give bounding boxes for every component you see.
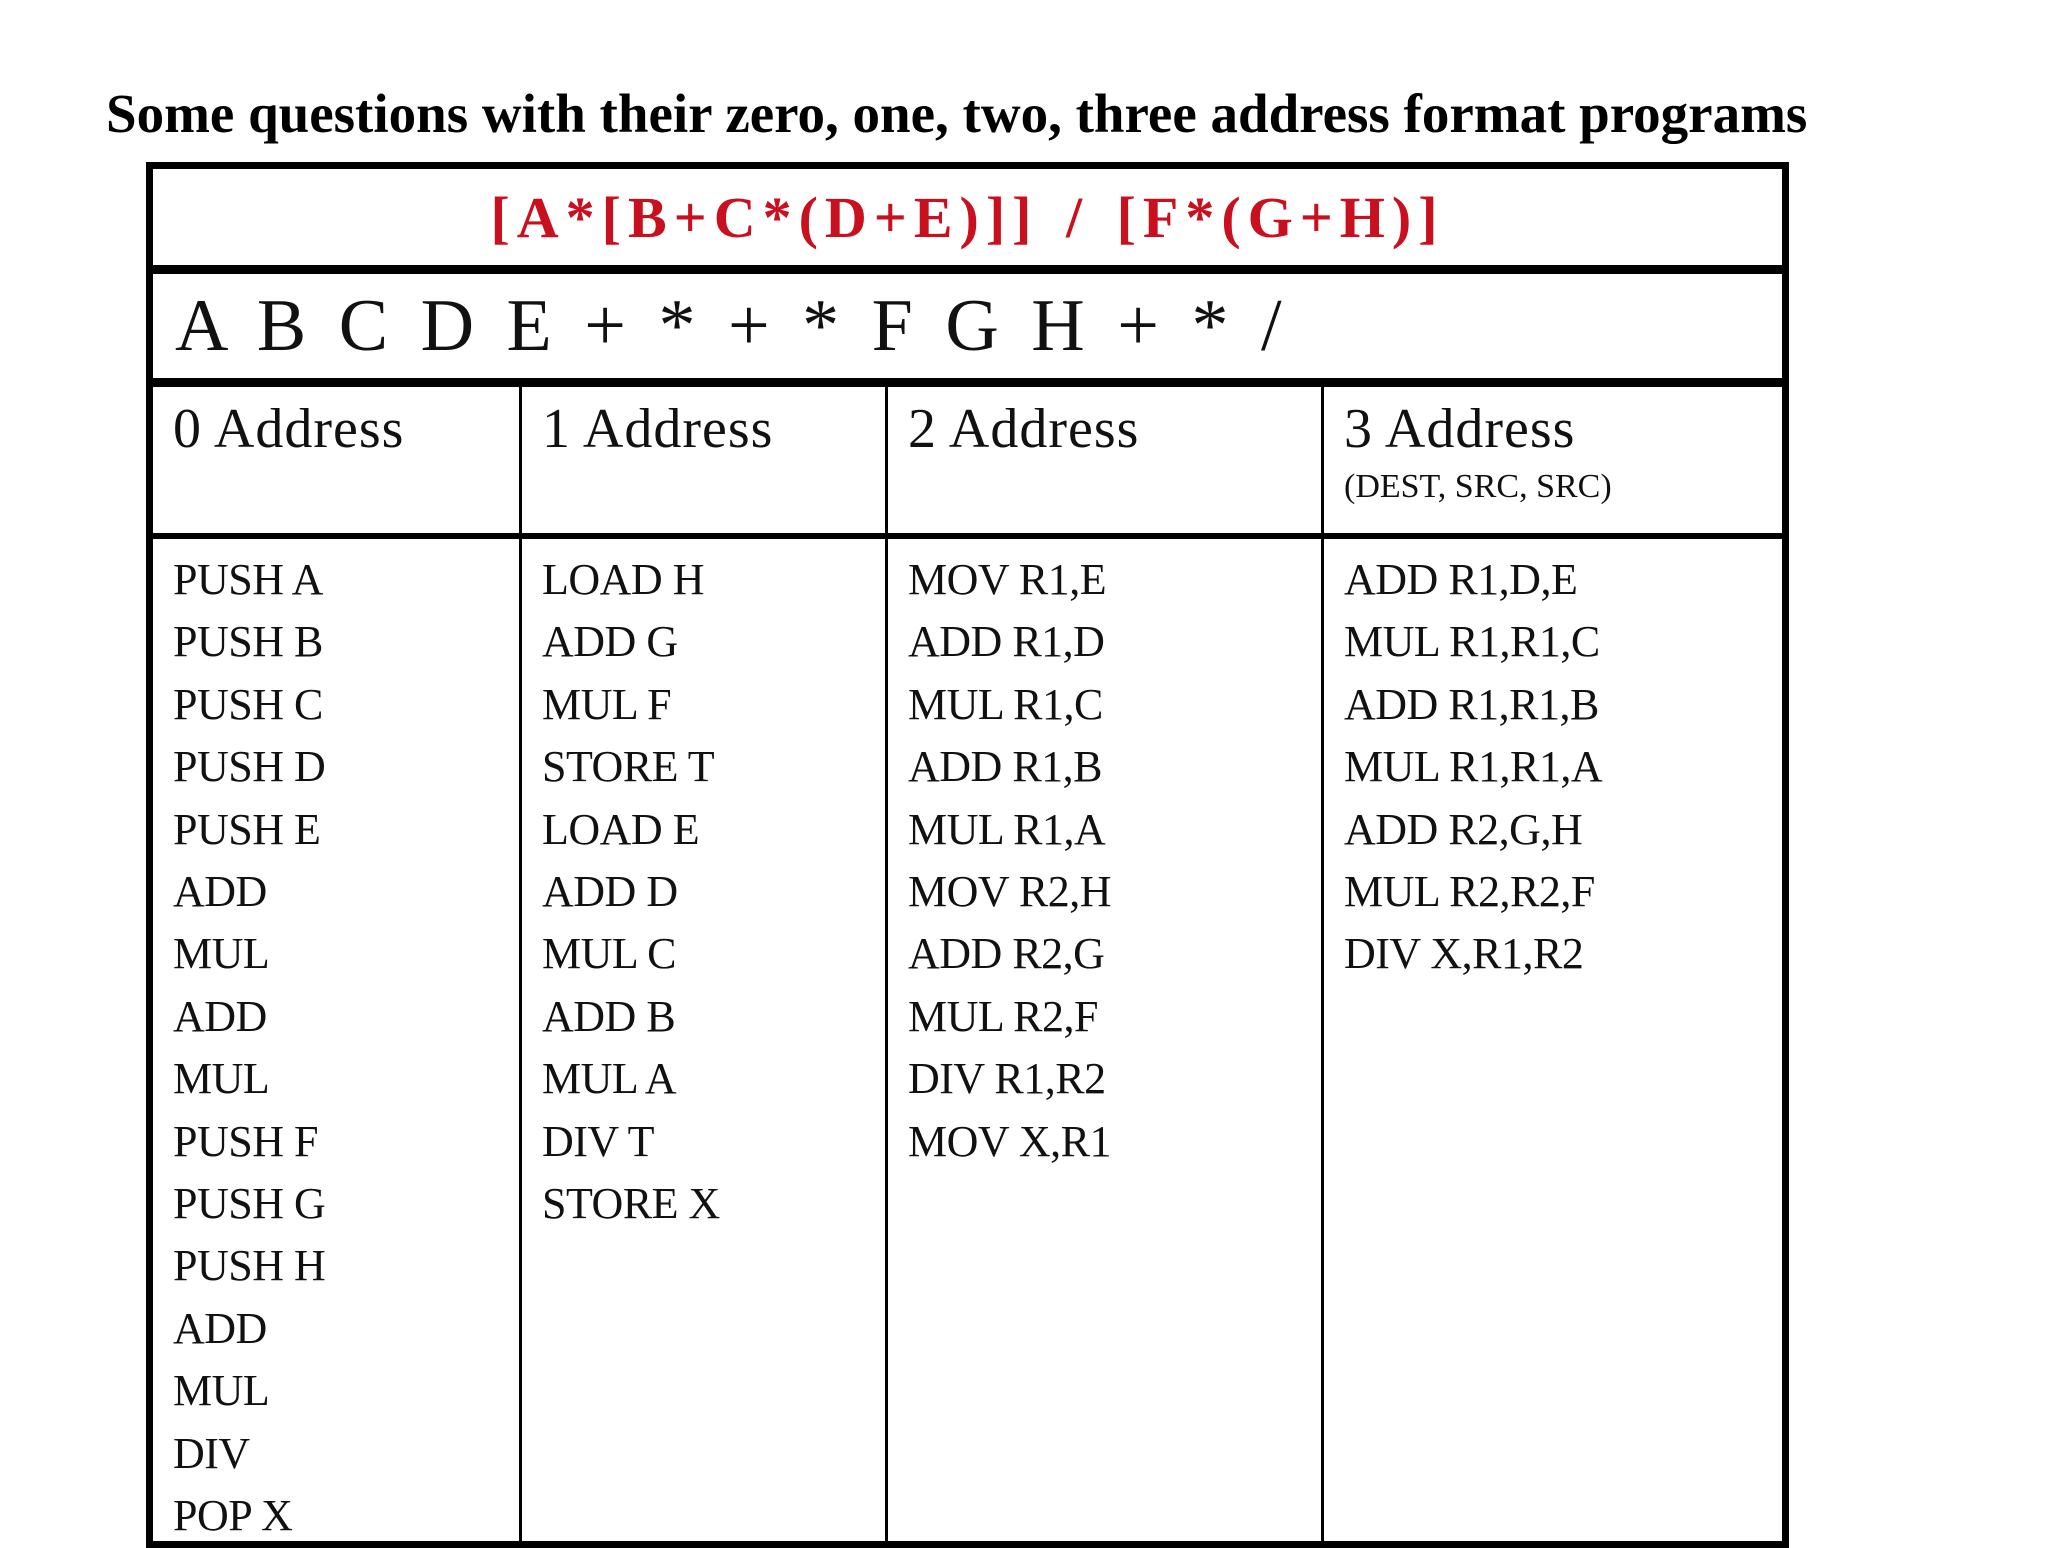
instruction-line: ADD R2,G,H <box>1344 804 1583 854</box>
instruction-line: ADD R1,D <box>908 617 1105 667</box>
instruction-line: PUSH E <box>173 804 321 854</box>
instruction-line: ADD G <box>542 617 678 667</box>
column-title: 1 Address <box>542 398 774 460</box>
column-title: 0 Address <box>173 398 405 460</box>
instruction-line: PUSH B <box>173 617 323 667</box>
instruction-line: STORE X <box>542 1179 720 1229</box>
column-header <box>888 387 1321 539</box>
instruction-line: MUL A <box>542 1054 676 1104</box>
instruction-line: PUSH F <box>173 1116 318 1166</box>
column-title: 2 Address <box>908 398 1140 460</box>
instruction-line: DIV T <box>542 1116 654 1166</box>
postfix-expression: A B C D E + * + * F G H + * / <box>175 284 1287 367</box>
instruction-line: MUL R1,A <box>908 804 1106 854</box>
page-title: Some questions with their zero, one, two, three address format programs <box>106 83 1808 144</box>
instruction-line: MOV R1,E <box>908 555 1107 604</box>
instruction-line: ADD R1,D,E <box>1344 555 1578 604</box>
address-columns <box>153 387 1782 1541</box>
instruction-line: PUSH D <box>173 742 326 792</box>
instruction-line: DIV <box>173 1428 250 1478</box>
instruction-line: MUL R1,C <box>908 679 1103 729</box>
instruction-line: LOAD H <box>542 555 704 604</box>
instruction-line: MUL <box>173 1054 270 1104</box>
column-header <box>522 387 885 539</box>
instruction-line: LOAD E <box>542 804 700 854</box>
instruction-line: ADD D <box>542 867 678 917</box>
instruction-line: PUSH A <box>173 555 323 604</box>
instruction-line: MUL R1,R1,A <box>1344 742 1603 792</box>
instruction-line: MOV X,R1 <box>908 1116 1112 1166</box>
instruction-line: STORE T <box>542 742 715 792</box>
instruction-line: PUSH H <box>173 1241 326 1291</box>
column-title: 3 Address <box>1344 398 1576 460</box>
instruction-list <box>1324 539 1782 986</box>
instruction-line: DIV R1,R2 <box>908 1054 1106 1104</box>
column-3-address <box>1324 387 1782 1548</box>
instruction-list <box>522 539 885 1235</box>
column-header <box>1324 387 1782 539</box>
instruction-line: MUL C <box>542 929 676 979</box>
instruction-line: ADD <box>173 1303 267 1353</box>
instruction-line: MUL <box>173 1366 270 1416</box>
expression-row <box>153 169 1782 274</box>
instruction-line: MUL <box>173 929 270 979</box>
instruction-line: ADD R1,B <box>908 742 1103 792</box>
column-0-address <box>153 387 522 1548</box>
column-1-address <box>522 387 888 1548</box>
instruction-line: MOV R2,H <box>908 867 1112 917</box>
instruction-line: ADD <box>173 867 267 917</box>
instruction-line: MUL F <box>542 679 672 729</box>
address-format-table <box>146 162 1789 1548</box>
instruction-line: ADD B <box>542 991 676 1041</box>
instruction-line: ADD <box>173 991 267 1041</box>
instruction-line: PUSH C <box>173 679 323 729</box>
instruction-line: DIV X,R1,R2 <box>1344 929 1584 979</box>
postfix-row <box>153 274 1782 387</box>
infix-expression: [A*[B+C*(D+E)]] / [F*(G+H)] <box>490 184 1445 250</box>
instruction-line: MUL R1,R1,C <box>1344 617 1600 667</box>
column-2-address <box>888 387 1324 1548</box>
instruction-list <box>153 539 519 1548</box>
instruction-list <box>888 539 1321 1173</box>
instruction-line: MUL R2,F <box>908 991 1098 1041</box>
instruction-line: ADD R1,R1,B <box>1344 679 1599 729</box>
column-header <box>153 387 519 539</box>
instruction-line: PUSH G <box>173 1179 326 1229</box>
column-subtitle: (DEST, SRC, SRC) <box>1344 468 1612 505</box>
instruction-line: POP X <box>173 1491 293 1541</box>
instruction-line: MUL R2,R2,F <box>1344 867 1595 917</box>
instruction-line: ADD R2,G <box>908 929 1105 979</box>
